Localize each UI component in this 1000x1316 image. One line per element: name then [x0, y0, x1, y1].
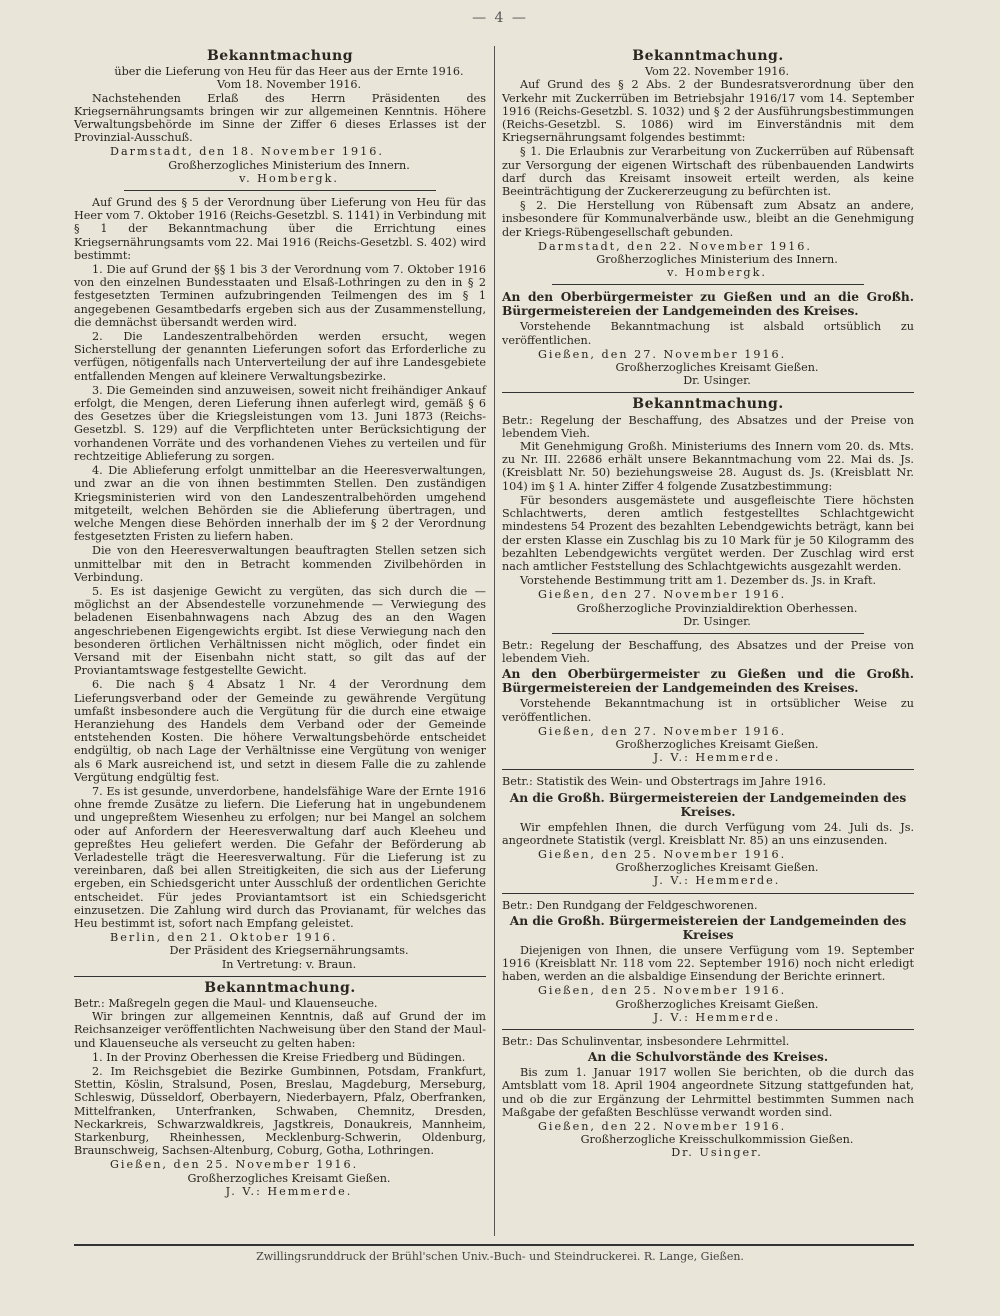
paragraph: Vorstehende Bekanntmachung ist alsbald ortsüblich zu veröffentlichen.: [502, 320, 914, 347]
paragraph: 6. Die nach § 4 Absatz 1 Nr. 4 der Verordnung dem Lieferungsverband oder der Gemeinde zu gewährende Vergütung umfaßt insbesondere auch die Vergütung für die durch eine etwaige Heranziehung des Handels dem Verband oder der Gemeinde entstehenden Kosten. Die höhere Verwaltungsbehörde entscheidet endgültig, ob nach Lage der Verhältnisse eine Vergütung von weniger als 6 Mark ausreichend ist, und setzt in diesem Falle die zu zahlende Vergütung endgültig fest.: [74, 678, 486, 784]
signature-authority: Großherzogliches Kreisamt Gießen.: [187, 1171, 391, 1185]
notice-title: Bekanntmachung.: [632, 396, 784, 413]
notice-title: Bekanntmachung.: [204, 979, 356, 996]
paragraph: Diejenigen von Ihnen, die unsere Verfügung vom 19. September 1916 (Kreisblatt Nr. 118 vom 22. September 1916) noch nicht erledigt haben, werden an die alsbaldige Einsendung der Berichte erinnert.: [502, 943, 914, 984]
paragraph: Auf Grund des § 2 Abs. 2 der Bundesratsverordnung über den Verkehr mit Zuckerrüben im Betriebsjahr 1916/17 vom 14. September 1916 (Reichs-Gesetzbl. S. 1032) und § 2 der Ausführungsbestimmungen (Reichs-Gesetzbl. S. 1086) wird im Einverständnis mit dem Kriegsernährungsamt folgendes bestimmt:: [502, 78, 914, 145]
signature-authority: Großherzogliches Ministerium des Innern.: [168, 158, 410, 172]
paragraph: 3. Die Gemeinden sind anzuweisen, soweit nicht freihändiger Ankauf erfolgt, die Mengen, deren Lieferung ihnen auferlegt wird, gemäß § 6 des Gesetzes über die Kriegsleistungen vom 13. Juni 1873 (Reichs-Gesetzbl. S. 129) auf die Verpflichteten unter Berücksichtigung der vorhandenen Vorräte und des vorhandenen Viehes zu verteilen und für rechtzeitige Ablieferung zu sorgen.: [74, 383, 486, 463]
paragraph: 2. Im Reichsgebiet die Bezirke Gumbinnen, Potsdam, Frankfurt, Stettin, Köslin, Stralsund, Posen, Breslau, Magdeburg, Merseburg, Schleswig, Düsseldorf, Oberbayern, Niederbayern, Pfalz, Oberfranken, Mittelfranken, Unterfranken, Schwaben, Chemnitz, Dresden, Neckarkreis, Schwarzwaldkreis, Jagstkreis, Donaukreis, Mannheim, Starkenburg, Rheinhessen, Mecklenburg-Schwerin, Oldenburg, Braunschweig, Sachsen-Altenburg, Coburg, Gotha, Lothringen.: [74, 1065, 486, 1158]
notice-title: Bekanntmachung.: [632, 48, 784, 64]
place-date: Gießen, den 25. November 1916.: [538, 984, 787, 998]
right-column: [502, 48, 914, 1160]
signature-authority: Großherzogliches Ministerium des Innern.: [596, 253, 838, 267]
place-date: Berlin, den 21. Oktober 1916.: [110, 931, 338, 945]
addressee: An die Schulvorstände des Kreises.: [587, 1050, 829, 1065]
subject-line: Betr.: Das Schulinventar, insbesondere Lehrmittel.: [502, 1034, 790, 1048]
bottom-rule: [74, 1244, 914, 1246]
printer-imprint: Zwillingsrunddruck der Brühl'schen Univ.-Buch- und Steindruckerei. R. Lange, Gießen.: [256, 1250, 744, 1263]
place-date: Gießen, den 22. November 1916.: [538, 1120, 787, 1133]
notice-date: Vom 22. November 1916.: [644, 65, 790, 79]
signature-name: v. Hombergk.: [667, 266, 767, 280]
subject-line: Betr.: Regelung der Beschaffung, des Absatzes und der Preise von lebendem Vieh.: [502, 638, 914, 666]
paragraph: 1. In der Provinz Oberhessen die Kreise Friedberg und Büdingen.: [92, 1050, 466, 1064]
signature-authority: Großherzogliche Provinzialdirektion Oberhessen.: [576, 601, 858, 615]
paragraph: § 1. Die Erlaubnis zur Verarbeitung von Zuckerrüben auf Rübensaft zur Versorgung der eigenen Wirtschaft des rübenbauenden Landwirts darf durch das Kreisamt insoweit erteilt werden, als keine Beeinträchtigung der Zuckererzeugung zu befürchten ist.: [502, 145, 914, 199]
notice-date: Vom 18. November 1916.: [216, 78, 362, 92]
separator: [552, 633, 864, 634]
paragraph: 5. Es ist dasjenige Gewicht zu vergüten, das sich durch die — möglichst an der Absendestelle vorzunehmende — Verwiegung des beladenen Eisenbahnwagens nach Abzug des an den Wagen angeschriebenen Eigengewichts ergibt. Ist diese Verwiegung nach den besonderen örtlichen Verhältnissen nicht möglich, oder findet ein Versand mit der Eisenbahn nicht statt, so gilt das auf der Proviantamtswage festgestellte Gewicht.: [74, 584, 486, 678]
left-column: [74, 48, 486, 1198]
place-date: Gießen, den 25. November 1916.: [110, 1158, 359, 1172]
place-date: Darmstadt, den 22. November 1916.: [538, 239, 812, 253]
signature-name: Dr. Usinger.: [671, 1146, 763, 1160]
paragraph: Die von den Heeresverwaltungen beauftragten Stellen setzen sich unmittelbar mit den in Betracht kommenden Zivilbehörden in Verbindung.: [74, 544, 486, 584]
paragraph: Vorstehende Bekanntmachung ist in ortsüblicher Weise zu veröffentlichen.: [502, 697, 914, 724]
separator: [502, 893, 914, 894]
paragraph: 1. Die auf Grund der §§ 1 bis 3 der Verordnung vom 7. Oktober 1916 von den einzelnen Bundesstaaten und Elsaß-Lothringen zu den in § 2 festgesetzten Terminen aufzubringenden Teilmengen des im § 1 angegebenen Gesamtbedarfs ergeben sich aus der Zusammenstellung, die demnächst übersandt werden wird.: [74, 263, 486, 329]
separator: [552, 284, 864, 285]
separator: [502, 769, 914, 770]
paragraph: Auf Grund des § 5 der Verordnung über Lieferung von Heu für das Heer vom 7. Oktober 1916 (Reichs-Gesetzbl. S. 1141) in Verbindung mit § 1 der Bekanntmachung über die Errichtung eines Kriegsernährungsamts vom 22. Mai 1916 (Reichs-Gesetzbl. S. 402) wird bestimmt:: [74, 196, 486, 262]
paragraph: 2. Die Landeszentralbehörden werden ersucht, wegen Sicherstellung der genannten Lieferungen sofort das Erforderliche zu verfügen, nötigenfalls nach Unterverteilung der auf ihre Landesgebiete entfallenden Mengen auf kleinere Verwaltungsbezirke.: [74, 330, 486, 383]
signature-name: In Vertretung: v. Braun.: [221, 957, 357, 971]
column-divider: [494, 46, 495, 1236]
addressee: An die Großh. Bürgermeistereien der Landgemeinden des Kreises.: [509, 790, 907, 819]
paragraph: § 2. Die Herstellung von Rübensaft zum Absatz an andere, insbesondere für Kommunalverbände usw., bleibt an die Genehmigung der Kriegs-Rübengesellschaft gebunden.: [502, 199, 914, 239]
subject-line: Betr.: Den Rundgang der Feldgeschworenen.: [502, 898, 758, 912]
paragraph: Wir empfehlen Ihnen, die durch Verfügung vom 24. Juli ds. Js. angeordnete Statistik (vergl. Kreisblatt Nr. 85) an uns einzusenden.: [502, 820, 914, 847]
place-date: Gießen, den 25. November 1916.: [538, 847, 787, 861]
subject-line: Betr.: Regelung der Beschaffung, des Absatzes und der Preise von lebendem Vieh.: [502, 413, 914, 440]
place-date: Darmstadt, den 18. November 1916.: [110, 145, 384, 159]
signature-name: J. V.: Hemmerde.: [653, 1010, 781, 1024]
signature-authority: Großherzogliche Kreisschulkommission Gießen.: [580, 1133, 854, 1147]
addressee: An die Großh. Bürgermeistereien der Landgemeinden des Kreises: [509, 913, 907, 942]
paragraph: Nachstehenden Erlaß des Herrn Präsidenten des Kriegsernährungsamts bringen wir zur allgemeinen Kenntnis. Höhere Verwaltungsbehörde im Sinne der Ziffer 6 dieses Erlasses ist der Provinzial-Ausschuß.: [74, 91, 486, 145]
signature-authority: Großherzogliches Kreisamt Gießen.: [615, 861, 819, 875]
signature-name: Dr. Usinger.: [683, 614, 751, 628]
place-date: Gießen, den 27. November 1916.: [538, 347, 787, 361]
paragraph: 4. Die Ablieferung erfolgt unmittelbar an die Heeresverwaltungen, und zwar an die von ihnen bestimmten Stellen. Den zuständigen Kriegsministerien wird von den Landeszentralbehörden umgehend mitgeteilt, welchen Behörden sie die Ablieferung übertragen, und welche Mengen diese Behörden innerhalb der im § 2 der Verordnung festgesetzten Fristen zu liefern haben.: [74, 464, 486, 544]
paragraph: 7. Es ist gesunde, unverdorbene, handelsfähige Ware der Ernte 1916 ohne fremde Zusätze zu liefern. Die Lieferung hat in ungebundenem und ungepreßtem Wiesenheu zu erfolgen; nur bei Mangel an solchem oder auf Anfordern der Heeresverwaltung darf auch Kleeheu und gepreßtes Heu geliefert werden. Die Gefahr der Beförderung ab Verladestelle trägt die Heeresverwaltung. Für die Lieferung ist zu vereinbaren, daß bei allen Streitigkeiten, die sich aus der Lieferung ergeben, ein Schiedsgericht unter Ausschluß der ordentlichen Gerichte entscheidet. Für jedes Proviantamtsort ist ein Schiedsgericht einzusetzen. Die Zahlung wird durch das Provianamt, für welches das Heu bestimmt ist, sofort nach Empfang geleistet.: [74, 784, 486, 930]
signature-name: J. V.: Hemmerde.: [653, 751, 781, 765]
addressee: An den Oberbürgermeister zu Gießen und die Großh. Bürgermeistereien der Landgemeinden des Kreises.: [502, 667, 914, 696]
addressee: An den Oberbürgermeister zu Gießen und an die Großh. Bürgermeistereien der Landgemeinden des Kreises.: [502, 290, 914, 319]
separator: [502, 1029, 914, 1030]
signature-authority: Großherzogliches Kreisamt Gießen.: [615, 361, 819, 375]
paragraph: Wir bringen zur allgemeinen Kenntnis, daß auf Grund der im Reichsanzeiger veröffentlichten Nachweisung über den Stand der Maul- und Klauenseuche als verseucht zu gelten haben:: [74, 1010, 486, 1050]
paragraph: Bis zum 1. Januar 1917 wollen Sie berichten, ob die durch das Amtsblatt vom 18. April 1904 angeordnete Sitzung stattgefunden hat, und ob die zur Ergänzung der Lehrmittel bestimmten Summen nach Maßgabe der gefaßten Beschlüsse verwandt worden sind.: [502, 1066, 914, 1119]
subject-line: Betr.: Maßregeln gegen die Maul- und Klauenseuche.: [74, 997, 378, 1011]
signature-name: J. V.: Hemmerde.: [653, 874, 781, 888]
paragraph: Mit Genehmigung Großh. Ministeriums des Innern vom 20. ds. Mts. zu Nr. III. 22686 erhält unsere Bekanntmachung vom 22. Mai ds. Js. (Kreisblatt Nr. 50) beziehungsweise 28. August ds. Js. (Kreisblatt Nr. 104) im § 1 A. hinter Ziffer 4 folgende Zusatzbestimmung:: [502, 440, 914, 493]
separator: [124, 190, 436, 191]
signature-authority: Großherzogliches Kreisamt Gießen.: [615, 737, 819, 751]
signature-authority: Der Präsident des Kriegsernährungsamts.: [169, 944, 409, 958]
notice-title: Bekanntmachung: [206, 48, 354, 64]
subject-line: Betr.: Statistik des Wein- und Obstertrags im Jahre 1916.: [502, 775, 827, 789]
notice-subtitle: über die Lieferung von Heu für das Heer aus der Ernte 1916.: [114, 65, 464, 79]
place-date: Gießen, den 27. November 1916.: [538, 588, 787, 602]
paragraph: Vorstehende Bestimmung tritt am 1. Dezember ds. Js. in Kraft.: [520, 574, 877, 588]
signature-name: J. V.: Hemmerde.: [225, 1184, 353, 1198]
signature-authority: Großherzogliches Kreisamt Gießen.: [615, 997, 819, 1011]
page-number: — 4 —: [472, 10, 528, 26]
signature-name: v. Hombergk.: [239, 171, 339, 185]
place-date: Gießen, den 27. November 1916.: [538, 724, 787, 738]
separator: [74, 976, 486, 977]
paragraph: Für besonders ausgemästete und ausgefleischte Tiere höchsten Schlachtwerts, deren amtlich festgestelltes Schlachtgewicht mindestens 54 Prozent des bezahlten Lebendgewichts beträgt, kann bei der ersten Klasse ein Zuschlag bis zu 10 Mark für je 50 Kilogramm des bezahlten Lebendgewichts vergütet werden. Der Zuschlag wird erst nach amtlicher Feststellung des Schlachtgewichts ausgezahlt werden.: [502, 493, 914, 573]
signature-name: Dr. Usinger.: [683, 374, 751, 388]
separator: [502, 392, 914, 393]
